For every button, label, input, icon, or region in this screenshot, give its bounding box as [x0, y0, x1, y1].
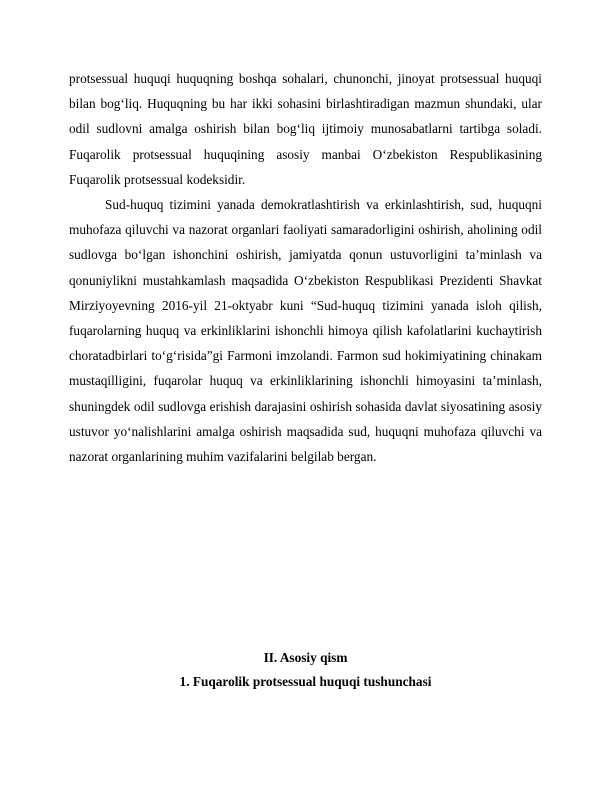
body-paragraph-sud-huquq-tizimi: Sud-huquq tizimini yanada demokratlashtirish va erkinlashtirish, sud, huquqni muhofaza qiluvchi va nazorat organlari faoliyati samaradorligini oshirish, aholining odil sudlovga boʻlgan ishonchini oshirish, jamiyatda qonun ustuvorligini ta’minlash va qonuniylikni mustahkamlash maqsadida Oʻzbekiston Respublikasi Prezidenti Shavkat Mirziyoyevning 2016-yil 21-oktyabr kuni “Sud-huquq tizimini yanada isloh qilish, fuqarolarning huquq va erkinliklarini ishonchli himoya qilish kafolatlarini kuchaytirish choratadbirlari toʻgʻrisida”gi Farmoni imzolandi. Farmon sud hokimiyatining chinakam mustaqilligini, fuqarolar huquq va erkinliklarining ishonchli himoyasini ta’minlash, shuningdek odil sudlovga erishish darajasini oshirish sohasida davlat siyosatining asosiy ustuvor yoʻnalishlarini amalga oshirish maqsadida sud, huquqni muhofaza qiluvchi va nazorat organlarining muhim vazifalarini belgilab bergan. — [69, 197, 542, 465]
subsection-heading: 1. Fuqarolik protsessual huquqi tushunchasi — [179, 674, 432, 689]
body-text-column — [69, 66, 542, 469]
body-paragraph-continuation: protsessual huquqi huquqning boshqa sohalari, chunonchi, jinoyat protsessual huquqi bilan bogʻliq. Huquqning bu har ikki sohasini birlashtiradigan mazmun shundaki, ular odil sudlovni amalga oshirish bilan bogʻliq ijtimoiy munosabatlarni tartibga soladi. Fuqarolik protsessual huquqining asosiy manbai Oʻzbekiston Respublikasining Fuqarolik protsessual kodeksidir. — [69, 71, 542, 187]
section-heading: II. Asosiy qism — [263, 650, 348, 665]
heading-block — [69, 646, 542, 694]
